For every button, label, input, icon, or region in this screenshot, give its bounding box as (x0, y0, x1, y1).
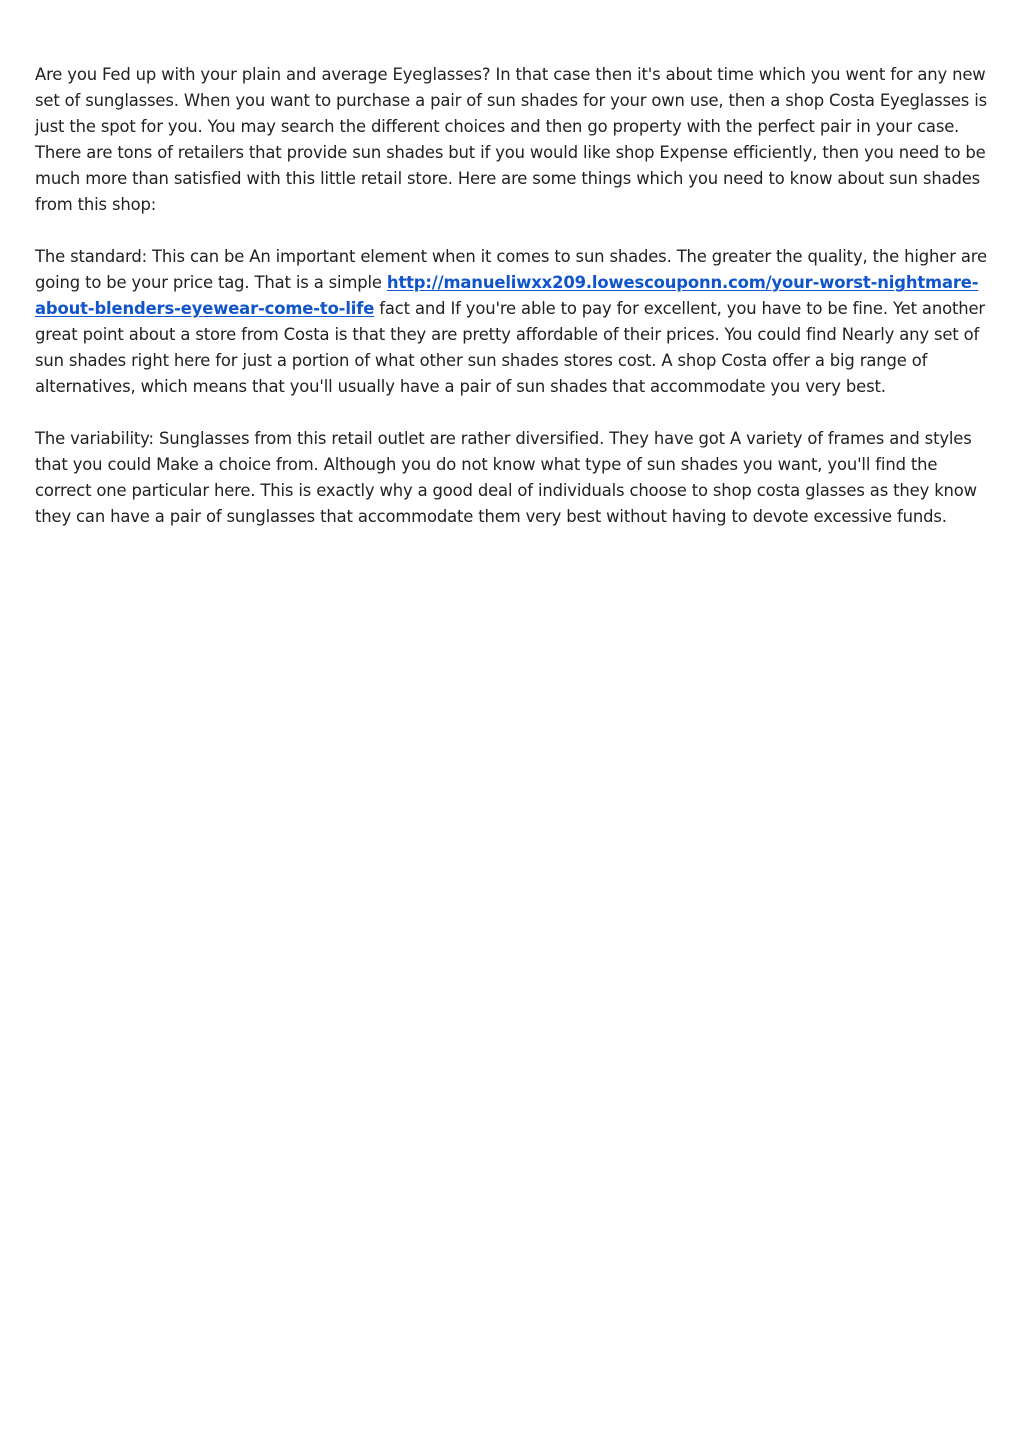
article-link[interactable]: http://manueliwxx209.lowescouponn.com/your-worst-nightmare-about-blenders-eyewear-come-to-life (35, 273, 979, 318)
paragraph-intro: Are you Fed up with your plain and average Eyeglasses? In that case then it's about time which you went for any new set of sunglasses. When you want to purchase a pair of sun shades for your own use, then a shop Costa Eyeglasses is just the spot for you. You may search the different choices and then go property with the perfect pair in your case. There are tons of retailers that provide sun shades but if you would like shop Expense efficiently, then you need to be much more than satisfied with this little retail store. Here are some things which you need to know about sun shades from this shop: (35, 65, 988, 214)
paragraph-standard (35, 244, 995, 400)
document-body (35, 62, 995, 556)
paragraph-standard-text-before: The standard: This can be An important element when it comes to sun shades. The greater the quality, the higher are going to be your price tag. That is a simple (35, 247, 987, 292)
paragraph-variability: The variability: Sunglasses from this retail outlet are rather diversified. They have got A variety of frames and styles that you could Make a choice from. Although you do not know what type of sun shades you want, you'll find the correct one particular here. This is exactly why a good deal of individuals choose to shop costa glasses as they know they can have a pair of sunglasses that accommodate them very best without having to devote excessive funds. (35, 429, 977, 526)
paragraph-standard-text-after: fact and If you're able to pay for excellent, you have to be fine. Yet another great point about a store from Costa is that they are pretty affordable of their prices. You could find Nearly any set of sun shades right here for just a portion of what other sun shades stores cost. A shop Costa offer a big range of alternatives, which means that you'll usually have a pair of sun shades that accommodate you very best. (35, 299, 985, 396)
